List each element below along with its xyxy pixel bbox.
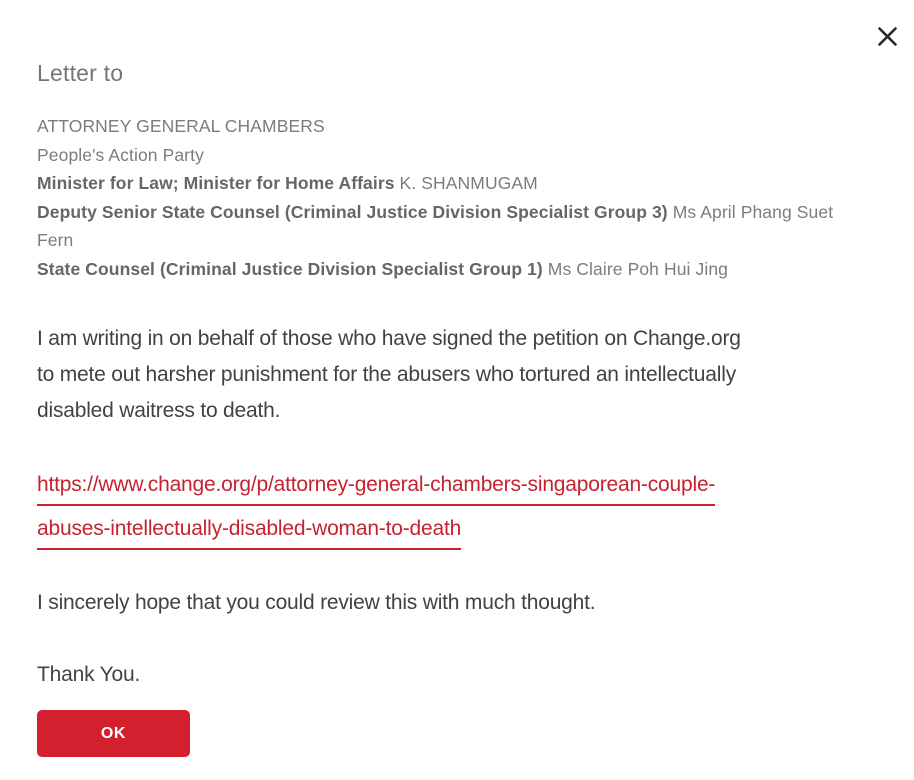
paragraph-line: to mete out harsher punishment for the abusers who tortured an intellectually xyxy=(37,363,737,386)
paragraph-line: I am writing in on behalf of those who have signed the petition on Change.org xyxy=(37,327,741,350)
recipient-name: K. SHANMUGAM xyxy=(394,173,538,193)
paragraph-line: disabled waitress to death. xyxy=(37,399,281,422)
closing-line: I sincerely hope that you could review this with much thought. xyxy=(37,591,596,614)
recipient-role: Minister for Law; Minister for Home Affairs xyxy=(37,173,395,193)
recipient-role: Deputy Senior State Counsel (Criminal Justice Division Specialist Group 3) xyxy=(37,201,668,222)
recipient-state-counsel xyxy=(37,255,868,284)
thanks-line: Thank You. xyxy=(37,663,141,686)
letter-paragraph xyxy=(37,321,868,429)
recipient-deputy-senior-state-counsel xyxy=(37,198,868,255)
petition-link[interactable] xyxy=(37,467,868,555)
modal-title: Letter to xyxy=(37,60,124,86)
petition-link-line[interactable]: abuses-intellectually-disabled-woman-to-death xyxy=(37,511,461,550)
petition-link-block xyxy=(37,467,868,555)
recipient-minister xyxy=(37,169,868,198)
recipient-role: State Counsel (Criminal Justice Division Specialist Group 1) xyxy=(37,258,543,279)
recipient-name: Ms Claire Poh Hui Jing xyxy=(542,258,728,279)
close-icon xyxy=(877,26,898,50)
recipient-party xyxy=(37,141,868,170)
close-button[interactable] xyxy=(874,25,900,51)
ok-button[interactable]: OK xyxy=(37,710,190,757)
recipient-organization xyxy=(37,112,868,141)
recipient-name: Ms April Phang Suet Fern xyxy=(37,201,834,250)
petition-link-line[interactable]: https://www.change.org/p/attorney-general-chambers-singaporean-couple- xyxy=(37,467,715,506)
letter-body xyxy=(37,321,868,693)
recipient-block xyxy=(37,112,868,283)
recipient-name: ATTORNEY GENERAL CHAMBERS xyxy=(37,116,325,136)
recipient-name: People's Action Party xyxy=(37,144,204,165)
